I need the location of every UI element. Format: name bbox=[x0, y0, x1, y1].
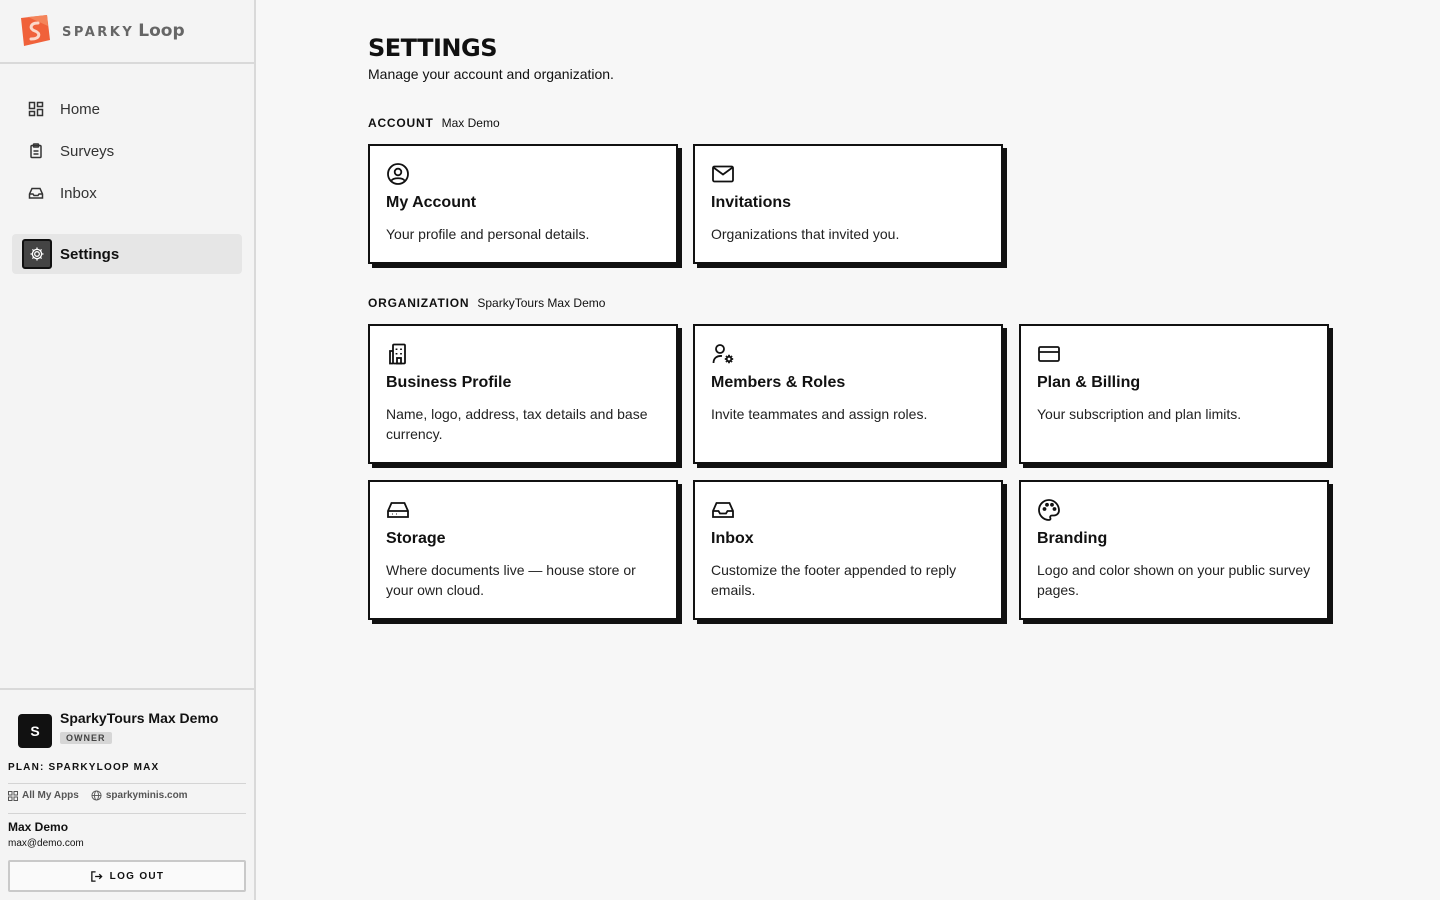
card-title: Plan & Billing bbox=[1037, 374, 1141, 391]
nav-item-inbox[interactable] bbox=[12, 174, 242, 212]
grid-icon bbox=[26, 99, 46, 119]
brand-header[interactable] bbox=[0, 0, 254, 64]
organization-section-label: ORGANIZATION SparkyTours Max Demo bbox=[368, 296, 606, 310]
globe-icon bbox=[91, 790, 102, 801]
logout-button[interactable]: LOG OUT bbox=[8, 860, 246, 892]
credit-card-icon bbox=[1037, 342, 1061, 366]
grid-icon bbox=[8, 791, 18, 801]
footer-links bbox=[8, 784, 246, 814]
card-description: Name, logo, address, tax details and base currency. bbox=[386, 406, 648, 442]
card-title: Inbox bbox=[711, 530, 754, 547]
gear-icon bbox=[22, 239, 52, 269]
sparky-logo-icon bbox=[18, 14, 52, 48]
invitations-card[interactable] bbox=[693, 144, 1003, 264]
all-apps-link[interactable]: All My Apps bbox=[8, 790, 79, 801]
storage-card[interactable] bbox=[368, 480, 678, 620]
brand-name: SPARKY bbox=[62, 25, 135, 40]
card-title: Branding bbox=[1037, 530, 1108, 547]
palette-icon bbox=[1037, 498, 1061, 522]
org-avatar: S bbox=[18, 714, 52, 748]
sidebar-footer bbox=[0, 688, 254, 900]
card-title: Invitations bbox=[711, 194, 792, 211]
plan-label: PLAN: SPARKYLOOP MAX bbox=[8, 762, 246, 784]
nav-item-label: Settings bbox=[60, 245, 120, 263]
role-badge: OWNER bbox=[60, 732, 112, 744]
page-title: SETTINGS bbox=[368, 34, 497, 62]
website-link[interactable]: sparkyminis.com bbox=[91, 790, 188, 801]
clipboard-icon bbox=[26, 141, 46, 161]
nav-item-label: Home bbox=[60, 100, 101, 118]
card-description: Customize the footer appended to reply emails. bbox=[711, 562, 957, 598]
nav-item-home[interactable] bbox=[12, 90, 242, 128]
nav-item-surveys[interactable] bbox=[12, 132, 242, 170]
card-description: Logo and color shown on your public survey pages. bbox=[1037, 562, 1311, 598]
logout-icon bbox=[90, 870, 103, 883]
mail-icon bbox=[711, 162, 735, 186]
brand-product: Loop bbox=[138, 21, 185, 41]
user-email: max@demo.com bbox=[8, 838, 84, 849]
card-description: Your subscription and plan limits. bbox=[1037, 406, 1242, 422]
card-title: Storage bbox=[386, 530, 446, 547]
card-description: Invite teammates and assign roles. bbox=[711, 406, 928, 422]
main-nav bbox=[0, 64, 254, 274]
card-description: Organizations that invited you. bbox=[711, 226, 900, 242]
user-cog-icon bbox=[711, 342, 735, 366]
inbox-icon bbox=[711, 498, 735, 522]
card-title: My Account bbox=[386, 194, 477, 211]
hard-drive-icon bbox=[386, 498, 410, 522]
inbox-icon bbox=[26, 183, 46, 203]
card-description: Your profile and personal details. bbox=[386, 226, 590, 242]
card-title: Business Profile bbox=[386, 374, 512, 391]
nav-item-settings[interactable] bbox=[12, 234, 242, 274]
inbox-settings-card[interactable] bbox=[693, 480, 1003, 620]
page-subtitle: Manage your account and organization. bbox=[368, 66, 614, 82]
user-circle-icon bbox=[386, 162, 410, 186]
plan-billing-card[interactable] bbox=[1019, 324, 1329, 464]
account-section-label: ACCOUNT Max Demo bbox=[368, 116, 500, 130]
business-profile-card[interactable] bbox=[368, 324, 678, 464]
org-name: SparkyTours Max Demo bbox=[60, 710, 219, 726]
org-switcher[interactable] bbox=[8, 710, 246, 748]
user-name: Max Demo bbox=[8, 820, 69, 834]
nav-item-label: Surveys bbox=[60, 142, 115, 160]
card-title: Members & Roles bbox=[711, 374, 846, 391]
building-icon bbox=[386, 342, 410, 366]
my-account-card[interactable] bbox=[368, 144, 678, 264]
members-roles-card[interactable] bbox=[693, 324, 1003, 464]
branding-card[interactable] bbox=[1019, 480, 1329, 620]
sidebar bbox=[0, 0, 256, 900]
nav-item-label: Inbox bbox=[60, 184, 97, 202]
card-description: Where documents live — house store or your own cloud. bbox=[386, 562, 636, 598]
